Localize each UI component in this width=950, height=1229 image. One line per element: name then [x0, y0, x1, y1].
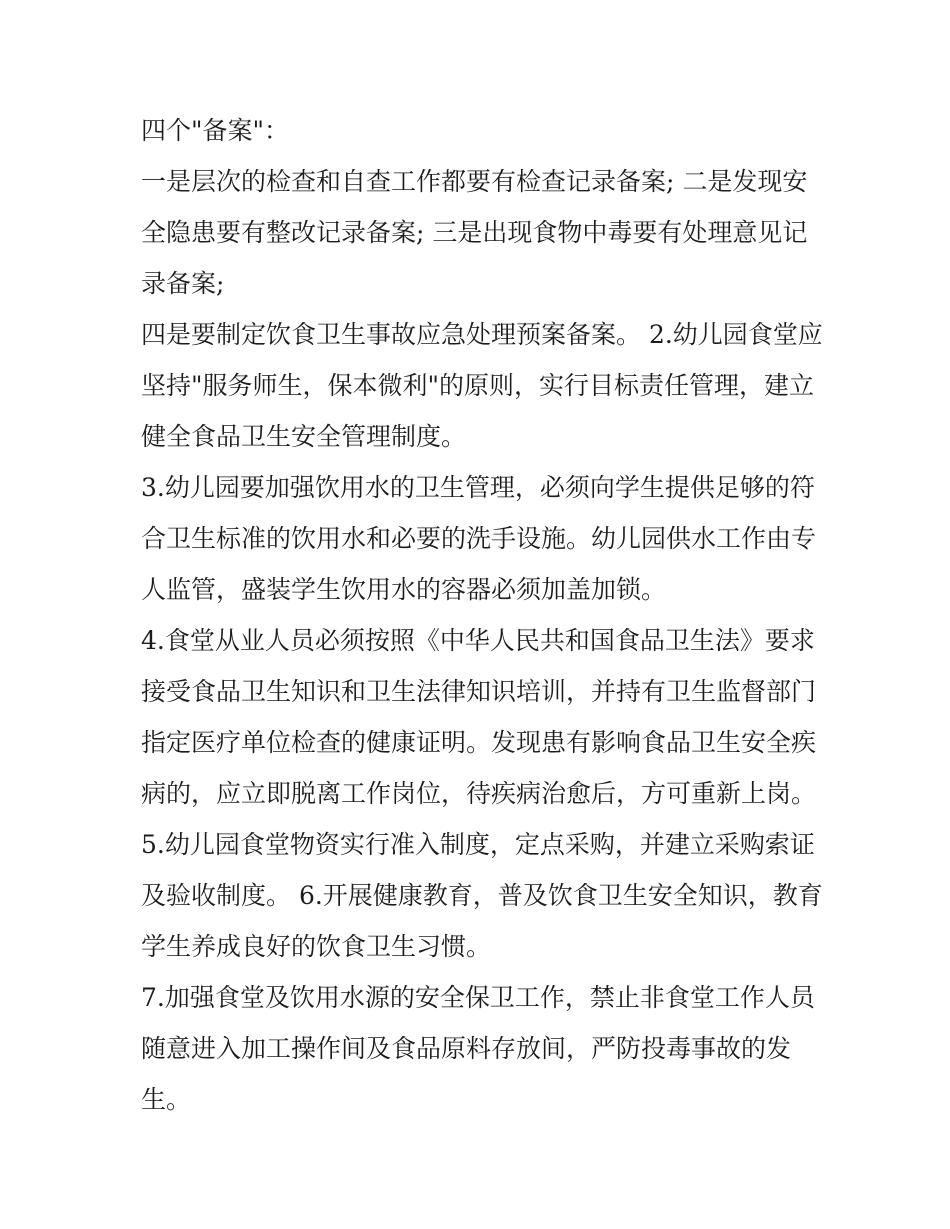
text-line: 7.加强食堂及饮用水源的安全保卫工作，禁止非食堂工作人员 — [141, 983, 815, 1012]
text-line: 3.幼儿园要加强饮用水的卫生管理，必须向学生提供足够的符 — [141, 473, 815, 502]
text-line: 及验收制度。 6.开展健康教育，普及饮食卫生安全知识，教育 — [141, 881, 823, 910]
text-line: 指定医疗单位检查的健康证明。发现患有影响食品卫生安全疾 — [141, 728, 817, 757]
text-line: 四个"备案"： — [141, 116, 289, 145]
text-line: 四是要制定饮食卫生事故应急处理预案备案。 2.幼儿园食堂应 — [141, 320, 823, 349]
text-line: 学生养成良好的饮食卫生习惯。 — [141, 932, 492, 961]
text-line: 一是层次的检查和自查工作都要有检查记录备案; 二是发现安 — [141, 167, 808, 196]
text-line: 合卫生标准的饮用水和必要的洗手设施。幼儿园供水工作由专 — [141, 524, 817, 553]
text-line: 病的，应立即脱离工作岗位，待疾病治愈后，方可重新上岗。 — [141, 779, 817, 808]
document-body — [141, 105, 821, 1125]
text-line: 4.食堂从业人员必须按照《中华人民共和国食品卫生法》要求 — [141, 626, 815, 655]
text-line: 全隐患要有整改记录备案; 三是出现食物中毒要有处理意见记 — [141, 218, 808, 247]
text-line: 5.幼儿园食堂物资实行准入制度，定点采购，并建立采购索证 — [141, 830, 815, 859]
text-line: 坚持"服务师生，保本微利"的原则，实行目标责任管理，建立 — [141, 371, 815, 400]
text-line: 生。 — [141, 1085, 192, 1114]
text-line: 随意进入加工操作间及食品原料存放间，严防投毒事故的发 — [141, 1034, 792, 1063]
text-line: 人监管，盛装学生饮用水的容器必须加盖加锁。 — [141, 575, 667, 604]
text-line: 健全食品卫生安全管理制度。 — [141, 422, 467, 451]
text-line: 接受食品卫生知识和卫生法律知识培训，并持有卫生监督部门 — [141, 677, 817, 706]
text-line: 录备案; — [141, 269, 225, 298]
